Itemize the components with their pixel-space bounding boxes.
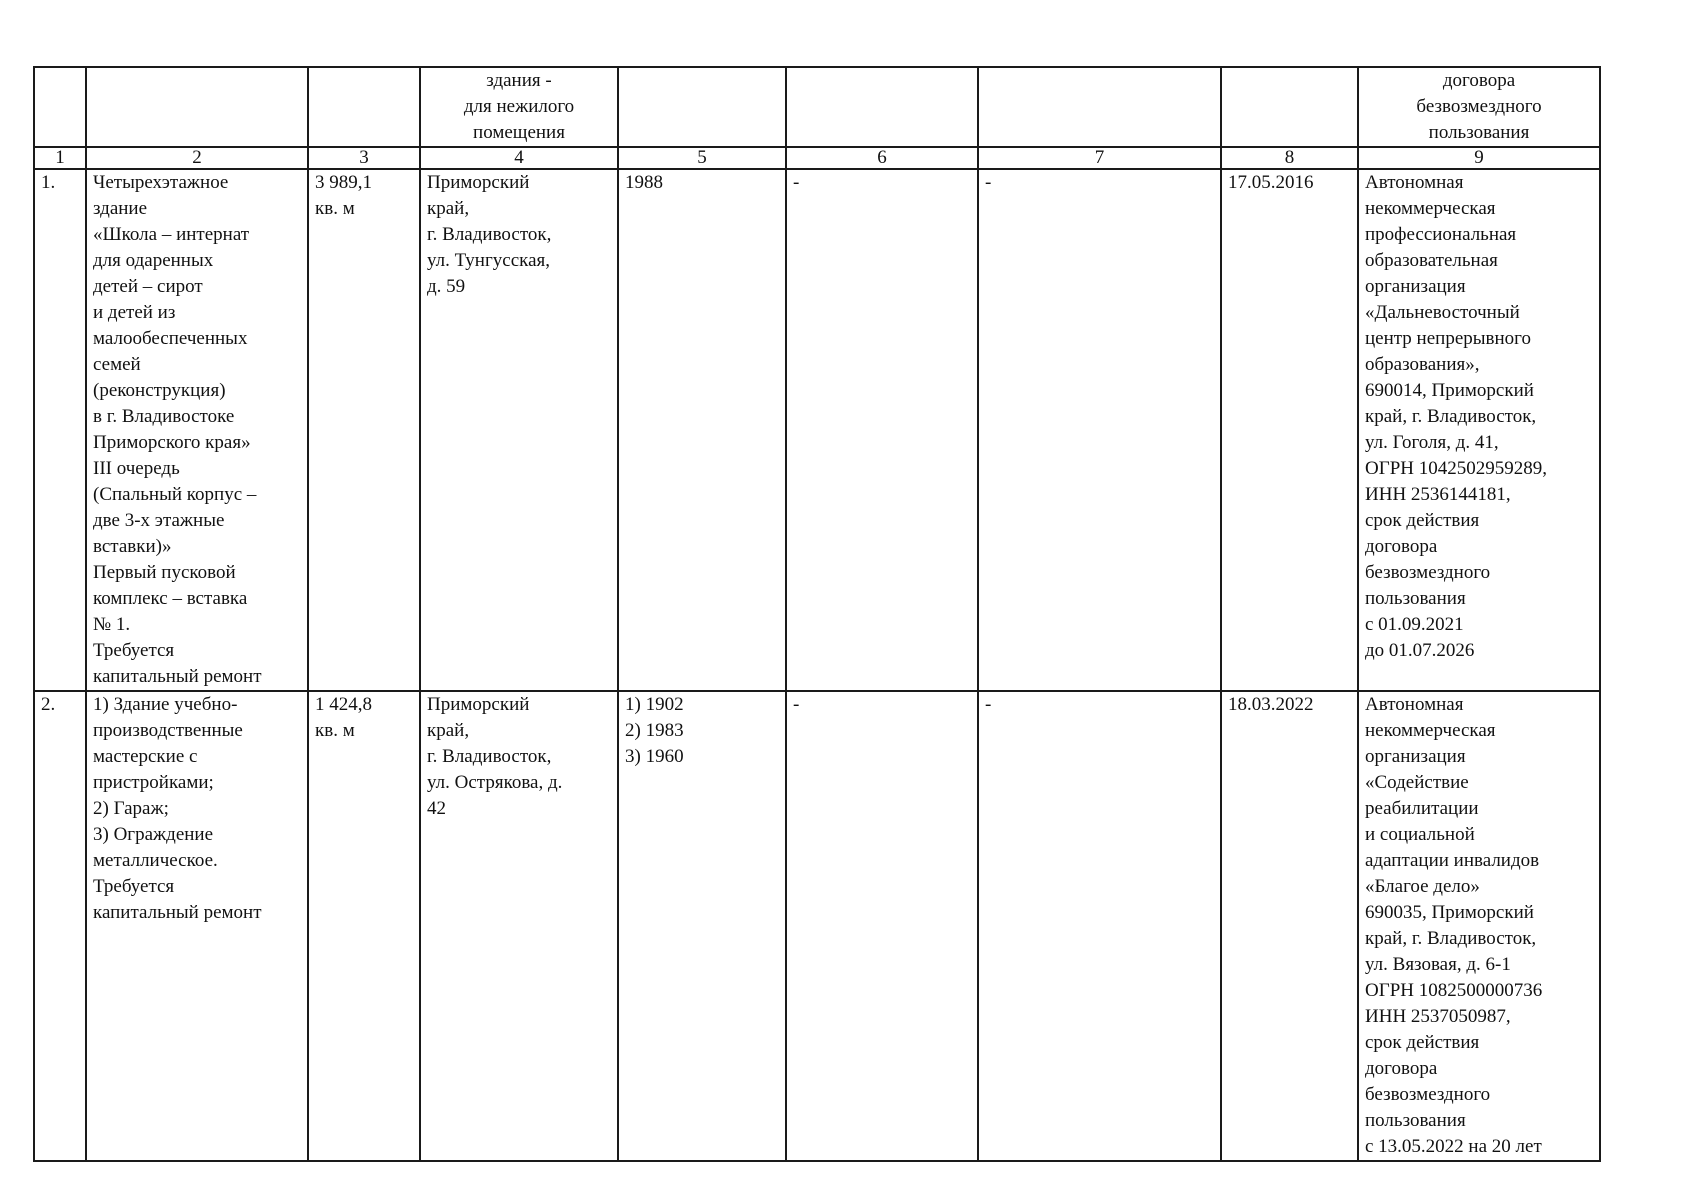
header-cell-9: договора безвозмездного пользования [1358, 67, 1600, 147]
header-cell-5 [618, 67, 786, 147]
header-cell-3 [308, 67, 420, 147]
row-number: 2. [34, 691, 86, 1161]
table-row [34, 691, 1600, 1161]
object-address: Приморский край, г. Владивосток, ул. Острякова, д. 42 [420, 691, 618, 1161]
property-table [33, 66, 1601, 1162]
column-6-value: - [786, 169, 978, 691]
record-date: 18.03.2022 [1221, 691, 1358, 1161]
construction-year: 1988 [618, 169, 786, 691]
object-name: 1) Здание учебно- производственные мастерские с пристройками; 2) Гараж; 3) Ограждение металлическое. Требуется капитальный ремонт [86, 691, 308, 1161]
row-number: 1. [34, 169, 86, 691]
column-6-value: - [786, 691, 978, 1161]
column-number-row [34, 147, 1600, 169]
column-number: 3 [308, 147, 420, 169]
column-7-value: - [978, 691, 1221, 1161]
column-7-value: - [978, 169, 1221, 691]
column-number: 4 [420, 147, 618, 169]
column-number: 5 [618, 147, 786, 169]
column-number: 9 [1358, 147, 1600, 169]
column-number: 7 [978, 147, 1221, 169]
header-cell-1 [34, 67, 86, 147]
column-number: 1 [34, 147, 86, 169]
column-number: 2 [86, 147, 308, 169]
header-cell-7 [978, 67, 1221, 147]
column-number: 8 [1221, 147, 1358, 169]
header-cell-4: здания - для нежилого помещения [420, 67, 618, 147]
table-header-row [34, 67, 1600, 147]
object-address: Приморский край, г. Владивосток, ул. Тунгусская, д. 59 [420, 169, 618, 691]
header-cell-8 [1221, 67, 1358, 147]
object-area: 1 424,8 кв. м [308, 691, 420, 1161]
construction-year: 1) 1902 2) 1983 3) 1960 [618, 691, 786, 1161]
header-cell-2 [86, 67, 308, 147]
record-date: 17.05.2016 [1221, 169, 1358, 691]
object-area: 3 989,1 кв. м [308, 169, 420, 691]
column-number: 6 [786, 147, 978, 169]
table-row [34, 169, 1600, 691]
header-cell-6 [786, 67, 978, 147]
user-organization: Автономная некоммерческая организация «Содействие реабилитации и социальной адаптации инвалидов «Благое дело» 690035, Приморский край, г. Владивосток, ул. Вязовая, д. 6-1 ОГРН 1082500000736 ИНН 2537050987, срок действия договора безвозмездного пользования с 13.05.2022 на 20 лет [1358, 691, 1600, 1161]
object-name: Четырехэтажное здание «Школа – интернат для одаренных детей – сирот и детей из малообеспеченных семей (реконструкция) в г. Владивостоке Приморского края» III очередь (Спальный корпус – две 3-х этажные вставки)» Первый пусковой комплекс – вставка № 1. Требуется капитальный ремонт [86, 169, 308, 691]
user-organization: Автономная некоммерческая профессиональная образовательная организация «Дальневосточный центр непрерывного образования», 690014, Приморский край, г. Владивосток, ул. Гоголя, д. 41, ОГРН 1042502959289, ИНН 2536144181, срок действия договора безвозмездного пользования с 01.09.2021 до 01.07.2026 [1358, 169, 1600, 691]
